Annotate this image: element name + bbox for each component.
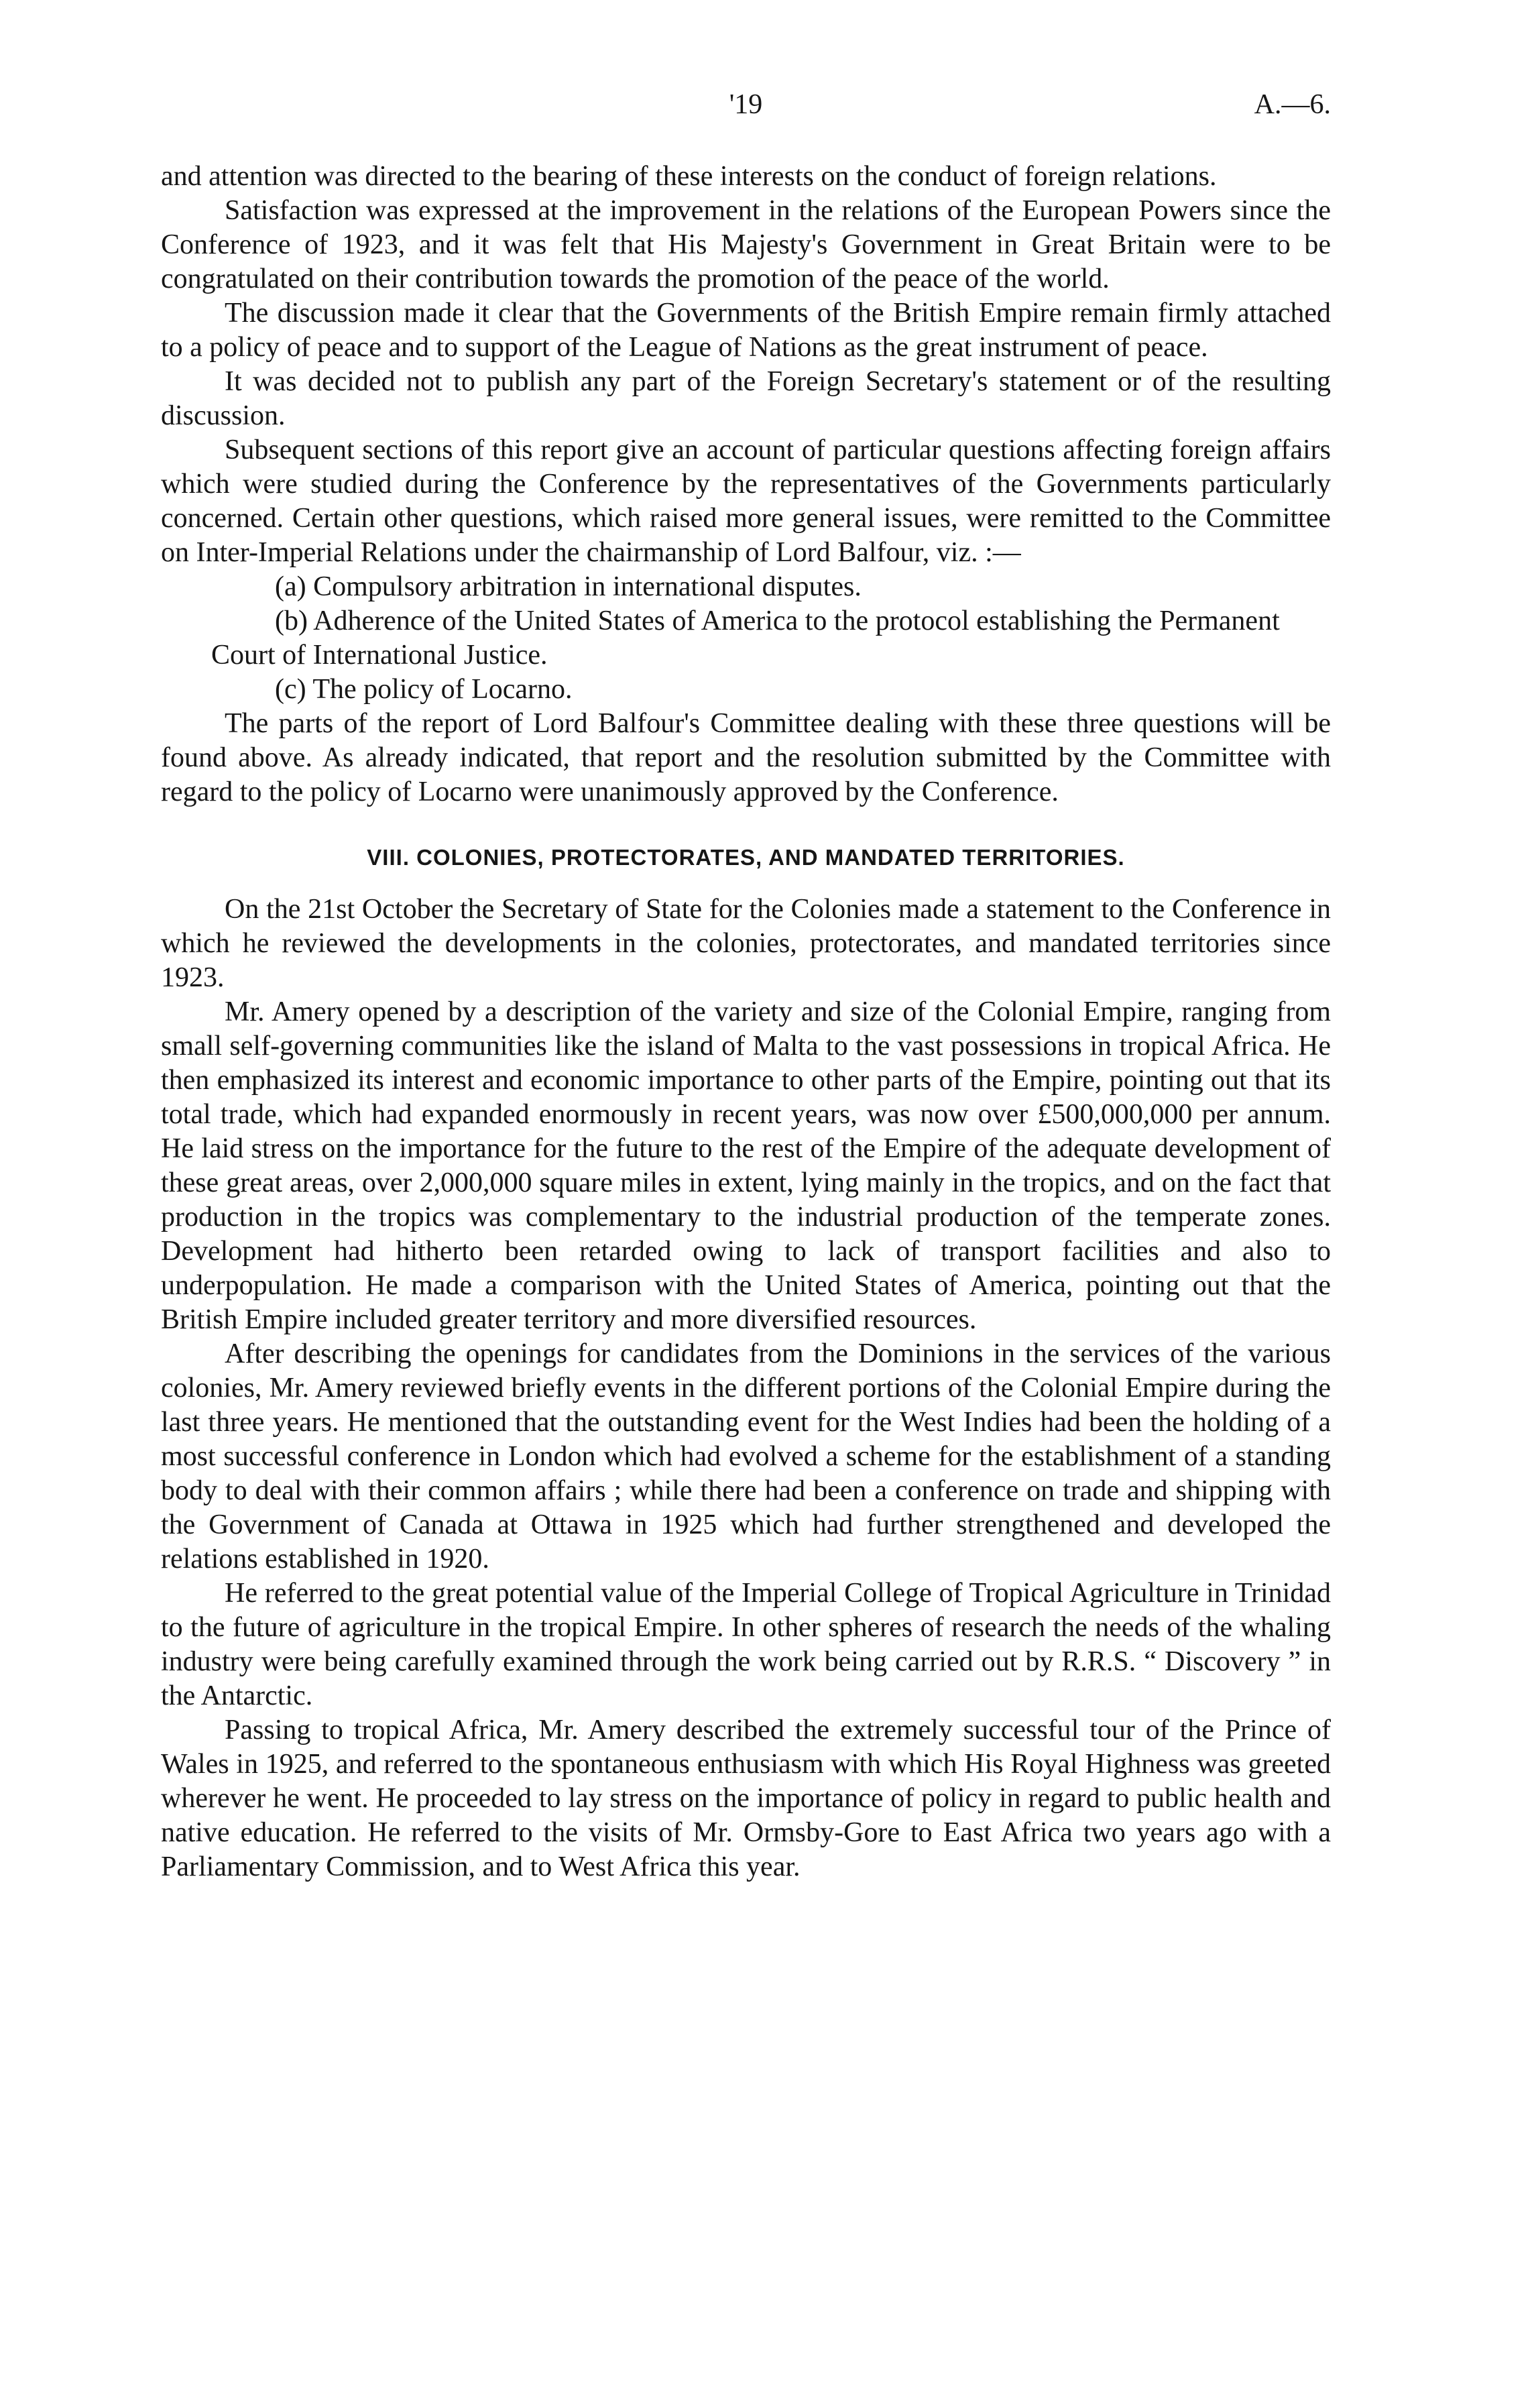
question-list [161,570,1331,707]
paragraph: Passing to tropical Africa, Mr. Amery described the extremely successful tour of the Prince of Wales in 1925, and referred to the spontaneous enthusiasm with which His Royal Highness was greeted wherever he went. He proceeded to lay stress on the importance of policy in regard to public health and native education. He referred to the visits of Mr. Ormsby-Gore to East Africa two years ago with a Parliamentary Commission, and to West Africa this year. [161,1715,1331,1882]
paragraph: On the 21st October the Secretary of State for the Colonies made a statement to the Conference in which he reviewed the developments in the colonies, protectorates, and mandated territories since 1923. [161,894,1331,993]
paragraph: Mr. Amery opened by a description of the variety and size of the Colonial Empire, ranging from small self-governing communities like the island of Malta to the vast possessions in tropical Africa. He then emphasized its interest and economic importance to other parts of the Empire, pointing out that its total trade, which had expanded enormously in recent years, was now over £500,000,000 per annum. He laid stress on the importance for the future to the rest of the Empire of the adequate development of these great areas, over 2,000,000 square miles in extent, lying mainly in the tropics, and on the fact that production in the tropics was complementary to the industrial production of the temperate zones. Development had hitherto been retarded owing to lack of transport facilities and also to underpopulation. He made a comparison with the United States of America, pointing out that the British Empire included greater territory and more diversified resources. [161,996,1331,1335]
paragraph: The discussion made it clear that the Governments of the British Empire remain firmly attached to a policy of peace and to support of the League of Nations as the great instrument of peace. [161,298,1331,363]
paragraph: Satisfaction was expressed at the improvement in the relations of the European Powers since the Conference of 1923, and it was felt that His Majesty's Government in Great Britain were to be congratulated on their contribution towards the promotion of the peace of the world. [161,195,1331,294]
paragraph: and attention was directed to the bearing of these interests on the conduct of foreign relations. [161,161,1217,192]
list-item: (b) Adherence of the United States of America to the protocol establishing the Permanent Court of International Justice. [211,606,1280,671]
section-heading: VIII. COLONIES, PROTECTORATES, AND MANDATED TERRITORIES. [367,845,1125,870]
page-number: '19 [729,89,763,120]
paragraph: The parts of the report of Lord Balfour's Committee dealing with these three questions will be found above. As already indicated, that report and the resolution submitted by the Committee with regard to the policy of Locarno were unanimously approved by the Conference. [161,708,1331,807]
document-reference: A.—6. [1254,89,1331,120]
paragraph: After describing the openings for candidates from the Dominions in the services of the various colonies, Mr. Amery reviewed briefly events in the different portions of the Colonial Empire during the last three years. He mentioned that the outstanding event for the West Indies had been the holding of a most successful conference in London which had evolved a scheme for the establishment of a standing body to deal with their common affairs ; while there had been a conference on trade and shipping with the Government of Canada at Ottawa in 1925 which had further strengthened and developed the relations established in 1920. [161,1338,1331,1574]
body-text [161,160,1331,1884]
paragraph: It was decided not to publish any part of the Foreign Secretary's statement or of the resulting discussion. [161,366,1331,431]
paragraph: Subsequent sections of this report give an account of particular questions affecting foreign affairs which were studied during the Conference by the representatives of the Governments particularly concerned. Certain other questions, which raised more general issues, were remitted to the Committee on Inter-Imperial Relations under the chairmanship of Lord Balfour, viz. :— [161,435,1331,568]
list-item: (a) Compulsory arbitration in international disputes. [275,571,862,602]
page-header [161,89,1331,129]
list-item: (c) The policy of Locarno. [275,674,573,705]
paragraph: He referred to the great potential value of the Imperial College of Tropical Agriculture in Trinidad to the future of agriculture in the tropical Empire. In other spheres of research the needs of the whaling industry were being carefully examined through the work being carried out by R.R.S. “ Discovery ” in the Antarctic. [161,1578,1331,1711]
